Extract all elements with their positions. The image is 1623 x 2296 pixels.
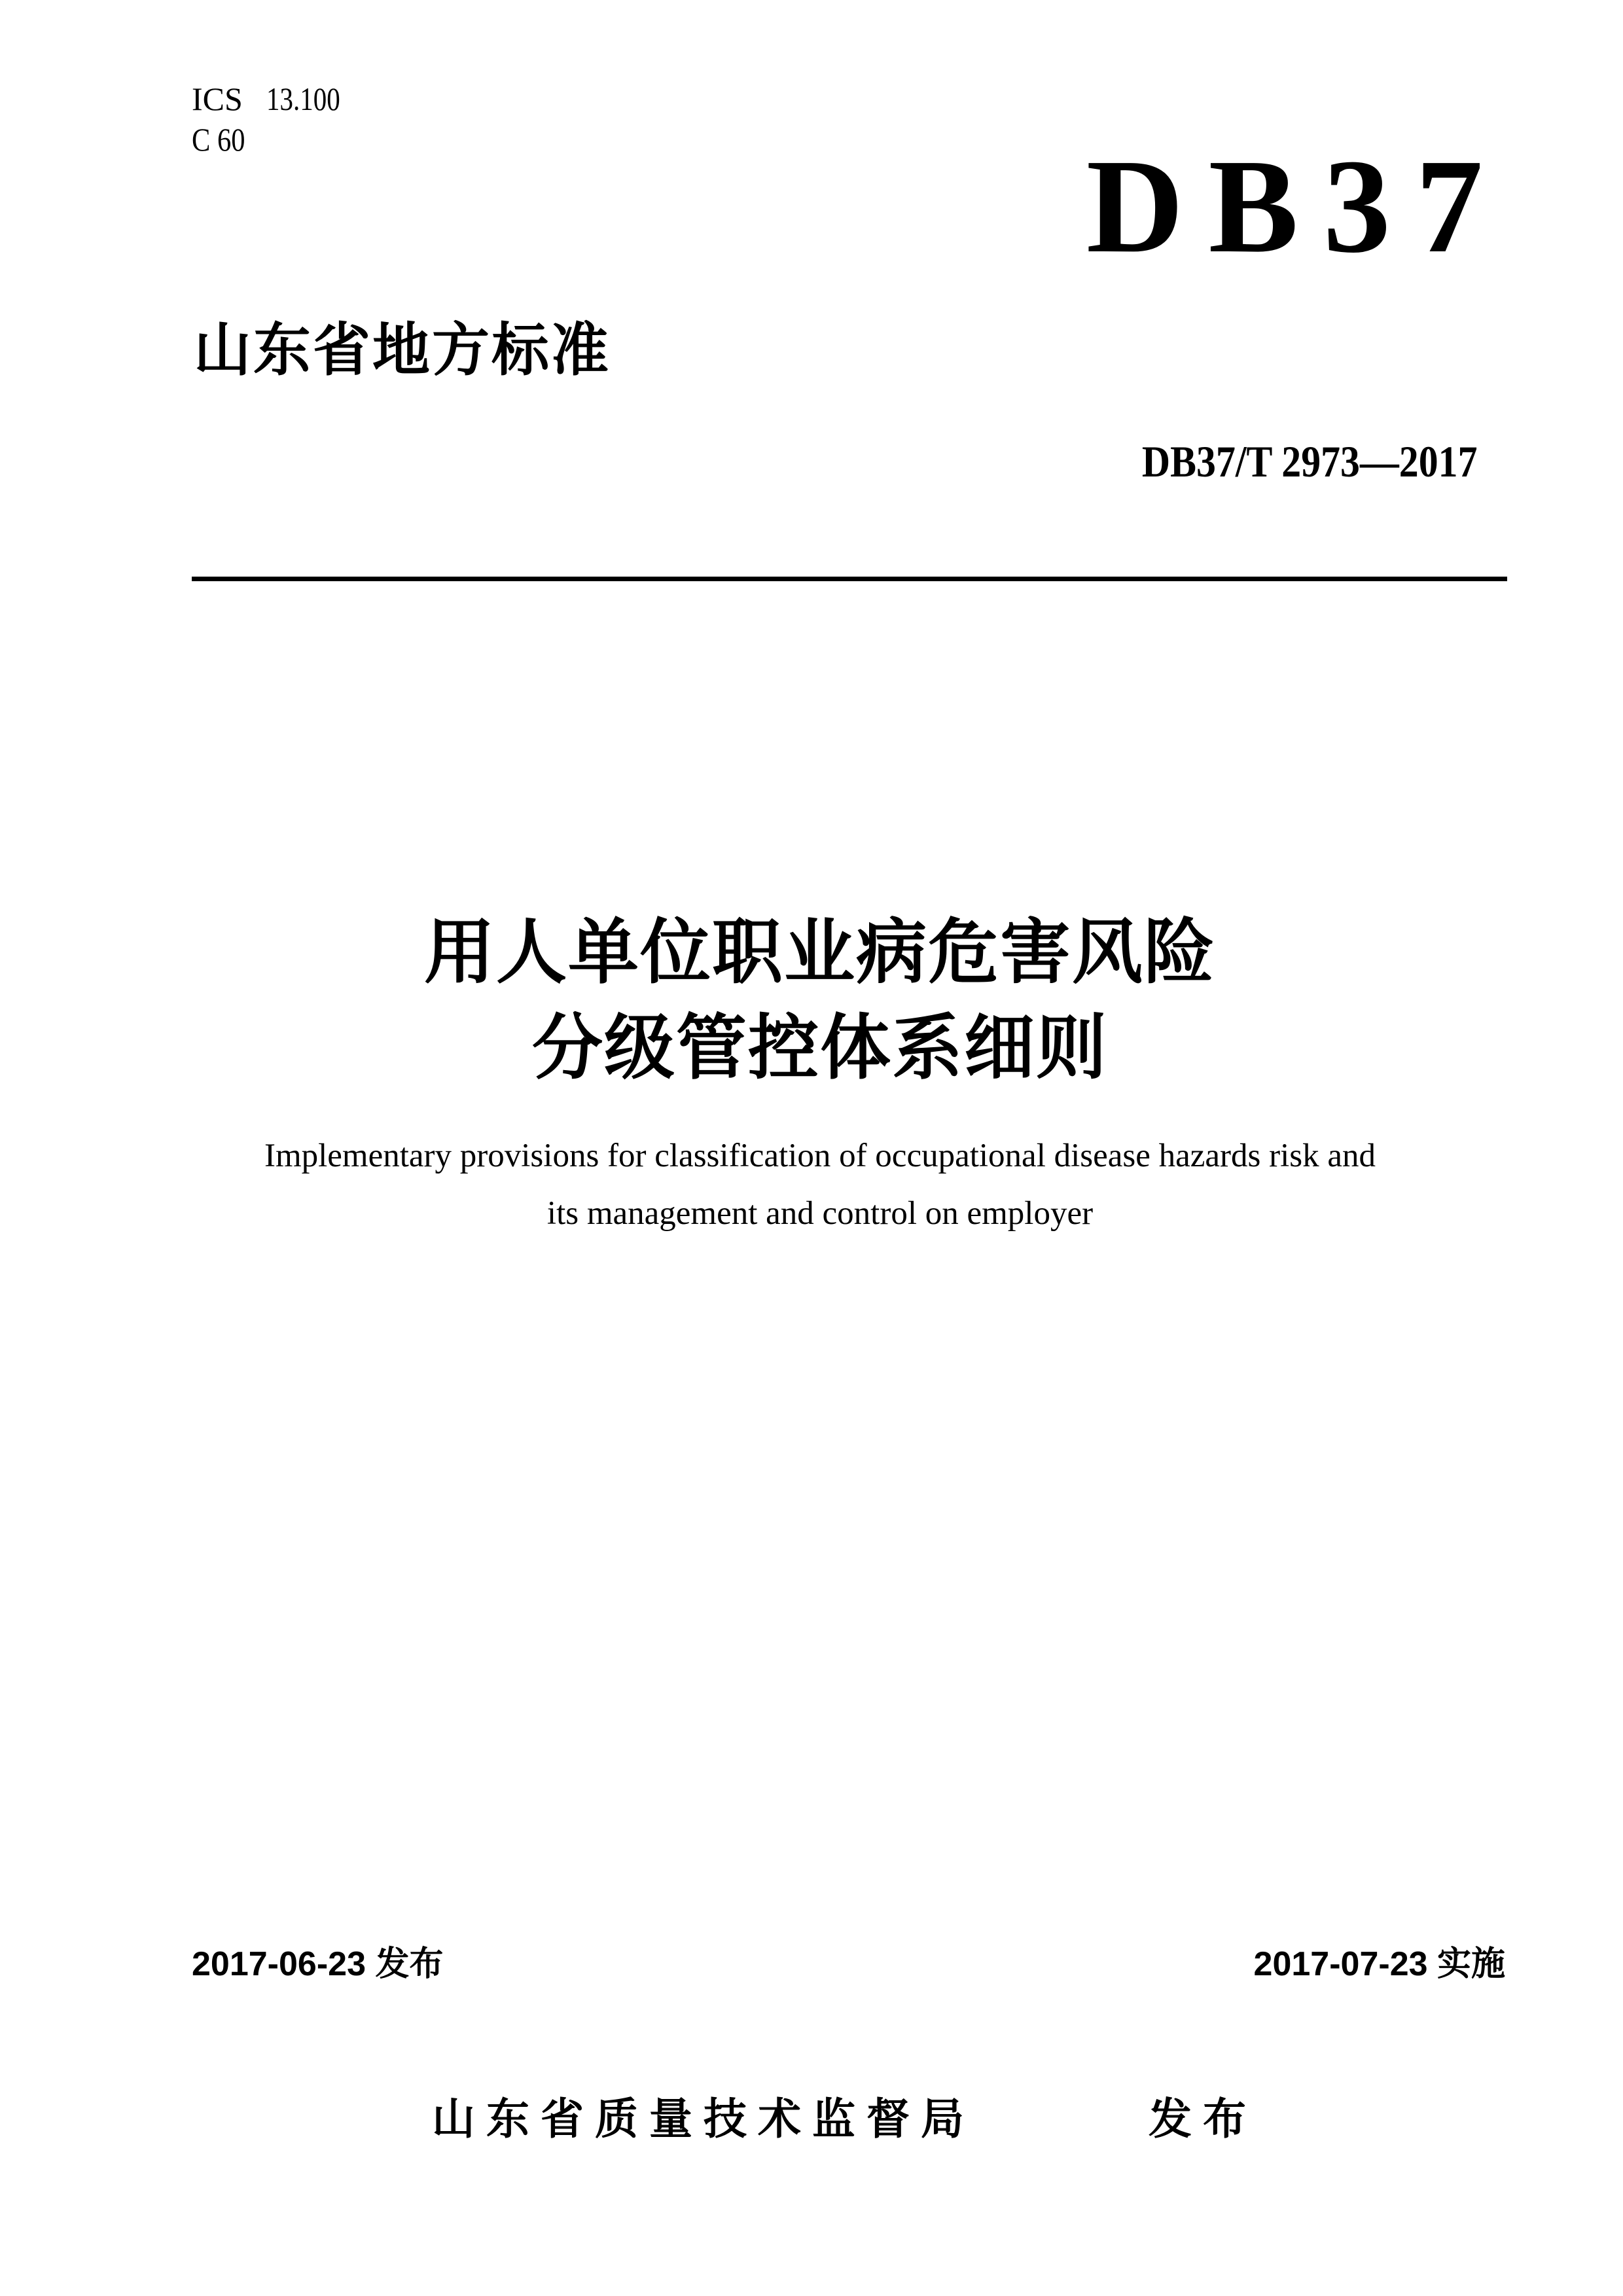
document-title-cn bbox=[17, 905, 1623, 1096]
title-en-line1: Implementary provisions for classification of occupational disease hazards risk and bbox=[264, 1138, 1376, 1174]
title-cn-line1: 用人单位职业病危害风险 bbox=[423, 912, 1216, 992]
title-en-line2: its management and control on employer bbox=[546, 1195, 1094, 1232]
ics-code-line bbox=[192, 81, 356, 117]
title-cn-line2: 分级管控体系细则 bbox=[531, 1008, 1108, 1087]
publisher-name: 山东省质量技术监督局 bbox=[432, 2094, 975, 2143]
document-title-en bbox=[17, 1127, 1623, 1242]
standard-number: DB37/T 2973—2017 bbox=[1141, 437, 1477, 486]
ics-label: ICS bbox=[192, 81, 243, 117]
publish-label: 发布 bbox=[1149, 2094, 1257, 2143]
issue-date: 2017-06-23 发布 bbox=[192, 1945, 444, 1983]
standard-type-label: 山东省地方标准 bbox=[194, 317, 611, 382]
header-divider-rule bbox=[192, 577, 1507, 581]
ics-value: 13.100 bbox=[266, 81, 340, 117]
db37-logo: DB37 bbox=[1086, 131, 1508, 281]
classification-code: C 60 bbox=[192, 121, 245, 158]
implementation-date: 2017-07-23 实施 bbox=[1253, 1945, 1505, 1983]
